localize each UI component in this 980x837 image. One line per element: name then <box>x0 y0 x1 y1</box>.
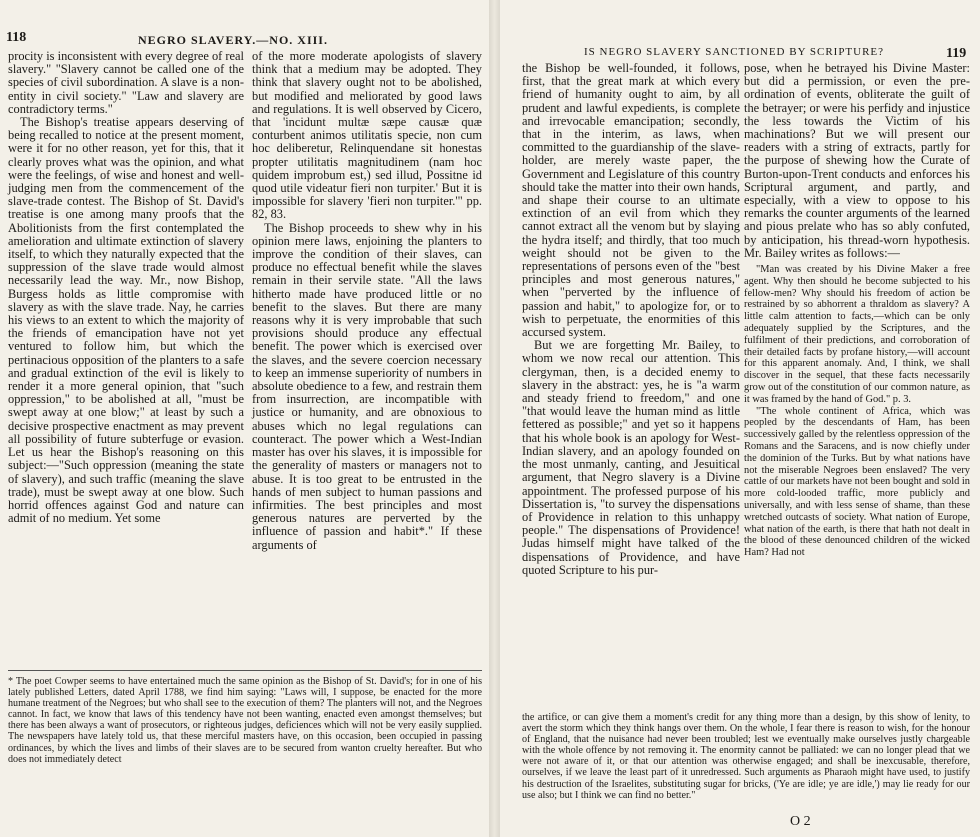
paragraph: The Bishop proceeds to shew why in his opinion mere laws, enjoining the planters to improve the condition of their slaves, can produce no effectual benefit while the slaves remain in their servile state. "All the laws hitherto made have produced little or no benefit to the slaves. But there are many reasons why it is very improbable that such provisions should produce any effectual benefit. The power which is exercised over the slaves, and the severe coercion necessary to keep an immense superiority of numbers in absolute obedience to a few, and restrain them from insurrection, are incompatible with justice or humanity, and are obnoxious to abuses which no legal regulations can counteract. The power which a West-Indian master has over his slaves, it is impossible for the generality of masters or managers not to abuse. It is too great to be entrusted in the hands of men subject to human passions and infirmities. The best principles and most generous natures are perverted by the influence of passion and habit*." If these arguments of <box>252 220 482 552</box>
footnote: * The poet Cowper seems to have entertained much the same opinion as the Bishop of St. David's; for in one of his lately published Letters, dated April 1788, we find him saying: "Laws will, I suppose, be enacted for the more humane treatment of the Negroes; but who shall see to the execution of them? The planters will not, and the Negroes cannot. In fact, we know that laws of this tendency have not been wanting, enacted even amongst themselves; but there has been always a want of prosecutors, or righteous judges, deficiences which will not be very easily supplied. The newspapers have lately told us, that these merciful masters have, on this occasion, been occupied in passing ordinances, by which the lives and limbs of their slaves are to be secured from wanton cruelty hereafter. But who does not immediately detect <box>8 676 482 765</box>
paragraph: But we are forgetting Mr. Bailey, to whom we now recal our attention. This clergyman, then, is a decided enemy to slavery in the abstract: yes, he is "a warm and steady friend to freedom," and one "that would leave the human mind as little fettered as possible;" and yet so it happens that his whole book is an apology for West-Indian slavery, and an apology founded on the most unmanly, canting, and Jesuitical argument, that Negro slavery is a Divine appointment. The professed purpose of his Dissertation is, "to survey the dispensations of Providence in relation to this unhappy people." The dispensations of Providence! Judas himself might have talked of the dispensations of Providence, and have quoted Scripture to his pur- <box>522 338 740 577</box>
left-column-1 <box>8 50 244 525</box>
left-column-2 <box>252 50 482 552</box>
paragraph: The Bishop's treatise appears deserving of being recalled to notice at the present moment, were it for no other reason, yet for this, that it clearly proves what was the opinion, and what were the feelings, of wise and honest and well-judging men from the commencement of the slave-trade contest. The Bishop of St. David's treatise is one among many proofs that the Abolitionists from the first contemplated the amelioration and ultimate extinction of slavery itself, to which they naturally expected that the suppression of the slave trade would almost necessarily lead the way. Mr., now Bishop, Burgess holds as little compromise with slavery as with the slave trade. Nay, he carries his views to an extent to which the majority of the friends of emancipation have not yet ventured to follow him, but which the pertinacious opposition of the planters to a safe and gradual extinction of the evil is likely to render it a more general opinion, that "such oppression," to be abolished at all, "must be swept away at one blow;" at least by such a decisive prospective enactment as may prevent all possibility of future subterfuge or evasion. Let us hear the Bishop's reasoning on this subject:—"Such oppression (meaning the state of slavery), and such traffic (meaning the slave trade), must be swept away at one blow. Such horrid offences against God and nature can admit of no medium. Yet some <box>8 115 244 526</box>
running-head: NEGRO SLAVERY.—NO. XIII. <box>138 33 328 47</box>
book-gutter <box>489 0 500 837</box>
right-column-2 <box>744 62 970 260</box>
footnote-rule <box>8 670 482 671</box>
right-page <box>500 0 978 837</box>
paragraph: pose, when he betrayed his Divine Master: but did a permission, or even the pre-ordination of events, obliterate the guilt of the betrayer; or were his perfidy and injustice the less towards the Victim of his machinations? But we will present our readers with a string of extracts, partly for the purpose of shewing how the Curate of Burton-upon-Trent conducts and enforces his Scriptural argument, and partly, and especially, with a view to oppose to his remarks the counter arguments of the learned and pious prelate who has so ably confuted, by anticipation, his thread-worn hypothesis. Mr. Bailey writes as follows:— <box>744 61 970 260</box>
footnote-continued: the artifice, or can give them a moment's credit for any thing more than a design, by this show of lenity, to avert the storm which they think hangs over them. On the whole, I fear there is reason to wish, for the honour of England, that the nuisance had never been troubled; lest we eventually make ourselves justly chargeable with the whole offence by not removing it. The enormity cannot be palliated: we can no longer plead that we were not aware of it, or that our attention was otherwise engaged; and shall be inexcusable, therefore, ourselves, if we leave the least part of it unredressed. Such arguments as Pharaoh might have used, to justify his destruction of the Israelites, substituting sugar for bricks, ('Ye are idle; ye are idle,') may lie ready for our use also; but I think we can find no better." <box>522 712 970 801</box>
page-number: 118 <box>6 30 27 45</box>
quotation: "The whole continent of Africa, which was peopled by the descendants of Ham, has been successively galled by the relentless oppression of the Romans and the Saracens, and is now chiefly under the dominion of the Turks. But by what nations have not the miserable Negroes been enslaved? The very cattle of our markets have not been bought and sold in more cold-looded traffic, more publicly and universally, and with less sense of shame, than these wretched outcasts of society. What nation of Europe, what nation of the earth, is there that hath not dealt in the blood of these denounced children of the wicked Ham? Had not <box>744 405 970 559</box>
right-column-1 <box>522 62 740 577</box>
right-column-2-quotes <box>744 264 970 559</box>
signature-mark: O 2 <box>790 814 811 829</box>
quotation: "Man was created by his Divine Maker a free agent. Why then should he become subjected to his fellow-men? Why should his freedom of action be restrained by so abhorrent a thraldom as slavery? A little calm attention to facts,—which can be only adequately supplied by the Scriptures, and the fulfilment of their predictions, and corroboration of their detailed facts by profane history,—will account for this apparent anomaly. And, I think, we shall discover in the sequel, that these facts necessarily grow out of the constitution of our common nature, as it was framed by the hand of God." p. 3. <box>744 264 970 405</box>
paragraph: procity is inconsistent with every degree of real slavery." "Slavery cannot be called one of the species of civil subordination. A slave is a non-entity in civil society." "Law and slavery are contradictory terms." <box>8 49 244 116</box>
running-head: IS NEGRO SLAVERY SANCTIONED BY SCRIPTURE? <box>584 46 885 58</box>
paragraph: of the more moderate apologists of slavery think that a medium may be adopted. They think that slavery ought not to be abolished, but modified and meliorated by good laws and regulations. It is well observed by Cicero, that 'incidunt multæ sæpe causæ quæ conturbent animos utilitatis specie, non cum hoc deliberetur, Relinquendane sit honestas propter utilitatis magnitudinem (nam hoc quidem improbum est,) sed illud, Possitne id quod utile videatur fieri non turpiter.' But it is impossible for slavery 'fieri non turpiter.'" pp. 82, 83. <box>252 49 482 222</box>
page-number: 119 <box>946 46 967 61</box>
paragraph: the Bishop be well-founded, it follows, first, that the great mark at which every friend of humanity ought to aim, by all prudent and lawful expedients, is complete and irrevocable emancipation; secondly, that in the interim, as laws, when committed to the guardianship of the slave-holder, are merely waste paper, the Government and Legislature of this country should take the matter into their own hands, and shape their course to an ultimate extinction of an evil from which they cannot extract all the venom but by slaying the hydra itself; and thirdly, that too much weight should not be given to the representations of persons even of the "best principles and most generous natures," when "perverted by the influence of passion and habit," to apologize for, or to wish to perpetuate, the enormities of this accursed system. <box>522 61 740 340</box>
